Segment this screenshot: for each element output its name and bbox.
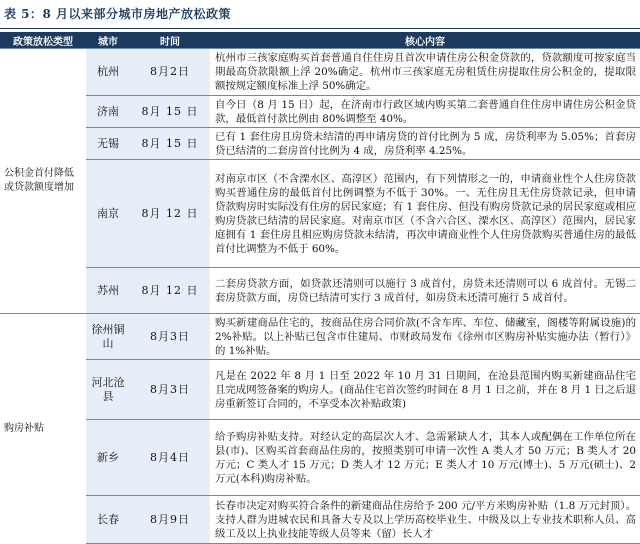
header-row [0,32,640,49]
time-cell: 8月 15 日 [130,96,210,128]
content-cell: 杭州市三孩家庭购买首套普通自住住房且首次申请住房公积金贷款的，贷款额度可按家庭当期最高贷款限额上浮 20%确定。杭州市三孩家庭无房租赁住房提取住房公积金的，提取限额按规定额度标准上浮 50%确定。 [210,49,640,96]
header-core-content: 核心内容 [210,32,640,49]
city-cell: 苏州 [86,268,130,314]
time-cell: 8月3日 [130,360,210,420]
city-cell: 新乡 [86,420,130,496]
table-row [0,360,640,420]
city-cell: 无锡 [86,128,130,160]
content-cell: 对南京市区（不含溧水区、高淳区）范围内，有下列情形之一的，申请商业性个人住房贷款购买普通住房的最低首付比例调整为不低于 30%。一、无住房且无住房贷款记录，但申请贷款购房时实际没有住房的居民家庭；有 1 套住房、但没有购房贷款记录的居民家庭或相应购房贷款已结清的居民家庭。对南京市区（不含六合区、溧水区、高淳区）范围内，居民家庭拥有 1 套住房且相应购房贷款未结清，再次申请商业性个人住房贷款购买普通住房的最低首付比调整为不低于 60%。 [210,160,640,268]
header-policy-type: 政策放松类型 [0,32,86,49]
content-cell: 长春市决定对购买符合条件的新建商品住房给予 200 元/平方米购房补贴（1.8 万元封顶）。支持人群为进城农民和具备大专及以上学历高校毕业生、中级及以上专业技术职称人员、高级工及以上执业技能等级人员等来（留）长人才 [210,496,640,544]
policy-type-cell: 公积金首付降低或贷款额度增加 [0,49,86,314]
table-row [0,314,640,360]
time-cell: 8月4日 [130,420,210,496]
city-cell: 杭州 [86,49,130,96]
city-cell: 长春 [86,496,130,544]
header-time: 时间 [130,32,210,49]
time-cell: 8月 12 日 [130,160,210,268]
table-row [0,49,640,96]
content-cell: 给予购房补贴支持。对经认定的高层次人才、急需紧缺人才，其本人或配偶在工作单位所在县(市)、区购买首套商品住房的，按照类别可申请一次性 A 类人才 50 万元；B 类人才 20 万元；C 类人才 15 万元；D 类人才 12 万元；E 类人才 10 万元(博士)、5 万元(硕士)、2 万元(本科)购房补贴。 [210,420,640,496]
content-cell: 凡是在 2022 年 8 月 1 日至 2022 年 10 月 31 日期间，在沧县范围内购买新建商品住宅且完成网签备案的购房人。(商品住宅首次签约时间在 8 月 1 日之前，并在 8 月 1 日之后退房重新签订合同的，不享受本次补贴政策) [210,360,640,420]
table-row [0,268,640,314]
city-cell: 南京 [86,160,130,268]
time-cell: 8月9日 [130,496,210,544]
title-bar [0,0,640,29]
header-city: 城市 [86,32,130,49]
city-cell: 河北沧县 [86,360,130,420]
table-row [0,420,640,496]
table-row [0,160,640,268]
table-row [0,496,640,544]
table-row [0,128,640,160]
policy-table [0,32,640,544]
city-cell: 徐州铜山 [86,314,130,360]
time-cell: 8月3日 [130,314,210,360]
policy-type-cell: 购房补贴 [0,314,86,544]
content-cell: 自今日（8 月 15 日）起，在济南市行政区域内购买第二套普通自住住房申请住房公积金贷款，最低首付款比例由 80%调整至 40%。 [210,96,640,128]
content-cell: 二套房贷款方面，如贷款还清则可以施行 3 成首付，房贷未还清则可以 6 成首付。无锡二套房贷款方面，房贷已结清可实行 3 成首付，如房贷未还清可施行 5 成首付。 [210,268,640,314]
table-row [0,96,640,128]
time-cell: 8月2日 [130,49,210,96]
time-cell: 8月 15 日 [130,128,210,160]
city-cell: 济南 [86,96,130,128]
table-title: 表 5：8 月以来部分城市房地产放松政策 [4,7,232,21]
content-cell: 购买新建商品住宅的，按商品住房合同价款(不含车库、车位、储藏室，阁楼等附属设施)的 2%补贴。以上补贴已包含市住建局、市财政局发布《徐州市区购房补贴实施办法（暂行）》的 1%补贴。 [210,314,640,360]
time-cell: 8月 12 日 [130,268,210,314]
content-cell: 已有 1 套住房且房贷未结清的再申请房贷的首付比例为 5 成，房贷利率为 5.05%；首套房贷已结清的二套房首付比例为 4 成，房贷利率 4.25%。 [210,128,640,160]
